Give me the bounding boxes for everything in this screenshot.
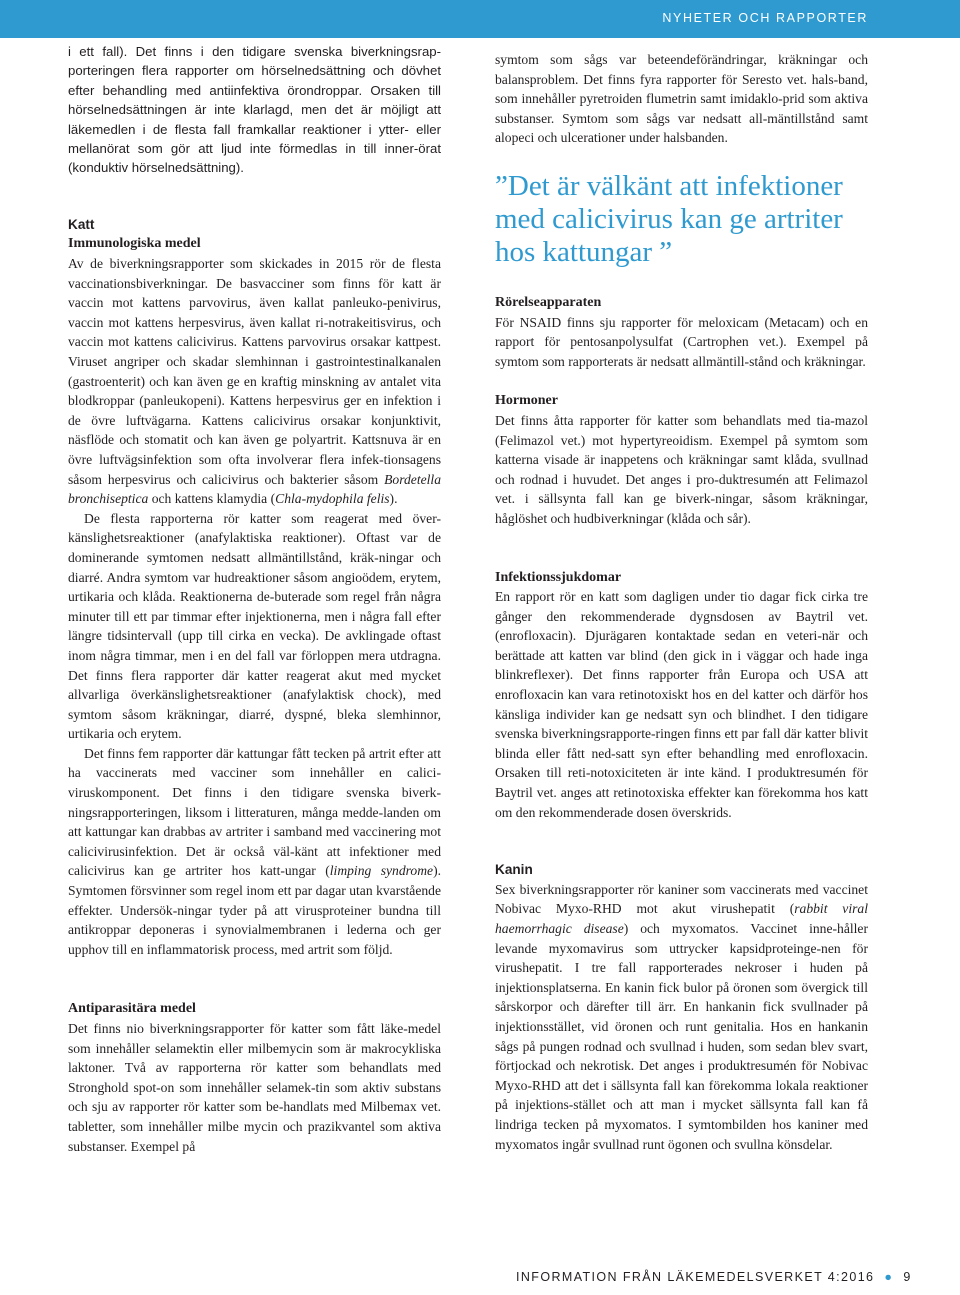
paragraph: För NSAID finns sju rapporter för meloxicam (Metacam) och en rapport för pentosanpolysulfat (Cartrophen vet.). Exempel på symtom som rapporterats är nedsatt allmäntill-stånd och kräkningar. <box>495 314 868 369</box>
text-run: Av de biverkningsrapporter som skickades in 2015 rör de flesta vaccinationsbiverkningar. De basvacciner som finns för katt är vaccin mot kattens parvovirus, även kallat panleuko-penivirus, vaccin mot kattens herpesvirus, även kallat ri-notrakeitisvirus, och vaccin mot kattens calicivirus. Kattens parvovirus orsakar kattpest. Viruset angriper och skadar slemhinnan i gastrointestinalkanalen (gastroenterit) och kan även ge en kraftig minskning av antalet vita blodkroppar (panleukopeni). Kattens herpesvirus ger en infektion i de övre luftvägarna. Kattens calicivirus orsakar konjunktivit, näsflöde och stomatit och kan även ge polyartrit. Kattsnuva är en övre luftvägsinfektion som ofta involverar flera infek-tionsagens såsom herpesvirus och calicivirus och bakterier såsom <box>68 256 441 487</box>
text-run: ) och myxomatos. Vaccinet inne-håller levande myxomavirus som uttrycker kapsidproteinge-nen för virushepatit. I tre fall rapporterades nekroser i huden på injektionsplatserna. En kanin fick bulor på öronen som övergick till sårskorpor och därefter till ärr. En hankanin fick svullnader på injektionsstället, vid öronen och runt genitalia. Hos en hankanin sågs på pungen rodnad och svullnad i huden, som sedan blev svart, förtjockad och nekrotisk. Det anges i produktresumén för Nobivac Myxo-RHD att det i sällsynta fall kan förekomma lokala reaktioner på injektions-stället och att man i mycket sällsynta fall kan få lindriga tecken på myxomatos. I symtombilden hos kaniner med myxomatos ingår svullnad runt ögonen och svullna könsdelar. <box>495 921 868 1152</box>
section-label: NYHETER OCH RAPPORTER <box>662 11 868 25</box>
italic-term: Bordetella bronchiseptica <box>68 471 441 507</box>
italic-term: Chla-mydophila felis <box>275 491 390 507</box>
heading-hormoner: Hormoner <box>495 393 558 409</box>
footer <box>516 1270 912 1284</box>
text-run: ). Symtomen försvinner som regel inom ett par dagar utan kvarstående effekter. Undersök-ningar tyder på att virusproteiner bundna till antikroppar deponeras i synovialmembranen i lederna och ger upphov till en inflammatorisk process, med artrit som följd. <box>68 863 441 957</box>
paragraph: Det finns nio biverkningsrapporter för katter som fått läke-medel som innehåller selamektin eller milbemycin som är makrocykliska laktoner. Två av rapporterna rör katter som behandlats med Stronghold spot-on som innehåller selamek-tin som aktiv substans och sju av rapporter rör katter som be-handlats med Milbemax vet. tabletter, som innehåller milbe mycin och prazikvantel som aktiva substanser. Exempel på <box>68 1021 441 1154</box>
text-run: ). <box>389 491 398 507</box>
italic-term: rabbit viral haemorrhagic disease <box>495 901 868 936</box>
right-column <box>495 50 868 1154</box>
paragraph: En rapport rör en katt som dagligen under tio dagar fick cirka tre gånger den rekommenderade dygnsdosen av Baytril vet. (enrofloxacin). Djurägaren kontaktade sedan en veteri-när och berättade att katten var blind (den gick in i väggar och hade inga blinkreflexer). Det finns rapporter från Europa och USA att enrofloxacin kan vara retinotoxiskt hos en del katter och därför hos känsliga individer kan ge nedsatt syn och blindhet. I den tidigare svenska biverkningsrapporte-ringen finns ett par fall där katter blivit blinda eller fått ned-satt syn efter behandling med enrofloxacin. Orsaken till reti-notoxiciteten är inte känd. I produktresumén för Baytril vet. anges att retinotoxiska effekter kan förekomma hos katt om den rekommenderade dosen överskrids. <box>495 589 868 820</box>
publication-name: INFORMATION FRÅN LÄKEMEDELSVERKET 4:2016 <box>516 1270 875 1284</box>
paragraph <box>68 744 441 960</box>
heading-infektionssjukdomar: Infektionssjukdomar <box>495 569 622 585</box>
heading-immunologiska-medel: Immunologiska medel <box>68 236 201 252</box>
heading-kanin: Kanin <box>495 862 533 878</box>
page-number: 9 <box>903 1270 912 1284</box>
italic-term: limping syndrome <box>329 863 434 879</box>
left-column <box>68 42 441 1156</box>
paragraph: Det finns åtta rapporter för katter som behandlats med tia-mazol (Felimazol vet.) mot hypertyreoidism. Exempel på symtom som katterna visade är inappetens och kräkningar samt klåda, svullnad och rodnad i huvudet. Det anges i pro-duktresumén att Felimazol vet. i sällsynta fall kan ge biverk-ningar, såsom kräkningar, håglöshet och hudbiverkningar (klåda och sår). <box>495 412 868 526</box>
heading-antiparasitara-medel: Antiparasitära medel <box>68 1001 196 1017</box>
text-run: i ett fall). Det finns i den tidigare svenska biverkningsrap-porteringen flera rapporter om hörselnedsättning och dövhet efter behandling med antiinfektiva örondroppar. <box>68 44 441 98</box>
text-run: Orsaken till hörselnedsättningen är inte klarlagd, men det är möjligt att läkemedlen i de flesta fall framkallar reaktioner i ytter- eller mellanörat som gör att ljud inte förmedlas in till inner-örat (konduktiv hörselnedsättning). <box>68 82 441 176</box>
pull-quote: ”Det är välkänt att infektioner med calicivirus kan ge artriter hos kattungar ” <box>495 169 843 268</box>
text-run: Det finns fem rapporter där kattungar fått tecken på artrit efter att ha vaccinerats med vacciner som innehåller en calici-viruskomponent. Det finns i den tidigare svenska biverk-ningsrapporteringen, liksom i litteraturen, många medde-landen om att kattungar kan drabbas av artriter i samband med vaccinering mot calicivirusinfektion. Det är också väl-känt att infektioner med calicivirus kan ge artriter hos katt-ungar ( <box>68 745 441 879</box>
text-run: och kattens klamydia ( <box>148 491 276 507</box>
paragraph: De flesta rapporterna rör katter som reagerat med över-känslighetsreaktioner (anafylaktiska reaktioner). Oftast var de dominerande symtomen nedsatt allmäntillstånd, kräk-ningar och diarré. Andra symtom var hudreaktioner såsom angioödem, erytem, urtikaria och klåda. Reaktionerna de-buterade som regel från några minuter till ett par timmar efter injektionerna, men i några fall efter längre tidsintervall (upp till cirka en vecka). De avklingade oftast inom några timmar, men i en del fall var förloppen mera utdragna. Det finns flera rapporter där katter reagerat akut med mycket allvarliga överkänslighetsreaktioner (anafylaktisk chock), med symtom såsom kräkningar, diarré, dyspné, bleka slemhinnor, urtikaria och erytem. <box>68 510 441 742</box>
heading-rorelseapparaten: Rörelseapparaten <box>495 294 602 310</box>
heading-katt: Katt <box>68 216 95 232</box>
paragraph <box>495 880 868 1154</box>
text-run: Sex biverkningsrapporter rör kaniner som vaccinerats med vaccinet Nobivac Myxo-RHD mot akut virushepatit ( <box>495 881 868 917</box>
paragraph <box>68 42 441 178</box>
paragraph <box>68 254 441 509</box>
bullet-icon: ● <box>884 1270 894 1284</box>
paragraph: symtom som sågs var beteendeförändringar, kräkningar och balansproblem. Det finns fyra rapporter för Seresto vet. hals-band, som innehåller pyretroiden flumetrin samt imidaklo-prid som aktiva substanser. Symtom som sågs var nedsatt all-mäntillstånd samt alopeci och ulcerationer under halsbanden. <box>495 52 868 146</box>
